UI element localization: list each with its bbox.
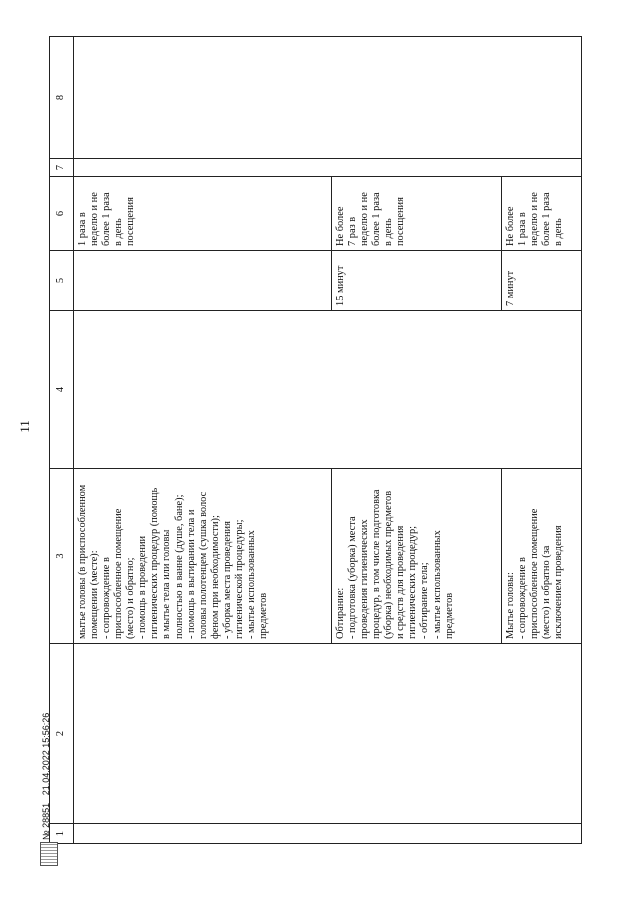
text-line: гигиенической процедуры; [233, 519, 245, 639]
text-line: приспособленное помещение [113, 508, 125, 639]
table-header-row [50, 37, 74, 844]
text-line: проведения гигиенических [359, 519, 371, 639]
text-line: процедур, в том числе подготовка [371, 489, 383, 639]
text-line: более 1 раза [371, 192, 383, 246]
text-line: Не более [505, 206, 516, 246]
text-line: в день [553, 218, 565, 246]
cell-standard [74, 311, 582, 469]
text-line: полностью в ванне (душе, бане); [173, 494, 185, 639]
text-line: - мытье использованных [245, 530, 257, 639]
text-line: - сопровождение в [101, 557, 113, 639]
text-line: посещения [395, 197, 407, 246]
column-header-2: 2 [50, 644, 74, 824]
cell-frequency [332, 177, 502, 251]
text-line: неделю и не [89, 192, 101, 246]
text-line: - уборка места проведения [221, 521, 233, 639]
table-row [74, 37, 332, 844]
text-line: гигиенических процедур (помощь [149, 487, 161, 639]
text-line: (место) и обратно (за [541, 545, 553, 639]
cell-col8 [74, 37, 582, 159]
text-line: исключением проведения [553, 525, 565, 639]
page-number: 11 [16, 420, 32, 433]
document-registration-line [41, 713, 51, 840]
document-timestamp: 21.04.2022 15:56:26 [41, 712, 51, 796]
cell-frequency [74, 177, 332, 251]
text-line: и средств для проведения [395, 525, 407, 639]
text-line: приспособленное помещение [529, 508, 541, 639]
text-line: - обтирание тела; [419, 562, 431, 639]
cell-col7 [74, 159, 582, 177]
cell-duration [74, 251, 332, 311]
column-header-8: 8 [50, 37, 74, 159]
cell-duration: 15 минут [332, 251, 502, 311]
registry-stamp-icon [40, 842, 58, 866]
text-line: помещении (месте): [89, 550, 101, 639]
cell-service-content [502, 469, 582, 644]
cell-duration: 7 минут [502, 251, 582, 311]
cell-frequency [502, 177, 582, 251]
services-table-container [49, 37, 582, 844]
column-header-7: 7 [50, 159, 74, 177]
text-line: предметов [257, 592, 269, 639]
text-line: (место) и обратно; [125, 557, 137, 639]
column-header-4: 4 [50, 311, 74, 469]
text-line: гигиенических процедур; [407, 525, 419, 639]
column-header-6: 6 [50, 177, 74, 251]
text-line: головы полотенцем (сушка волос [197, 491, 209, 639]
text-line: в день [383, 218, 395, 246]
text-line: - помощь в вытирании тела и [185, 509, 197, 639]
text-line: феном при необходимости); [209, 515, 221, 639]
cell-number [74, 824, 582, 844]
text-line: неделю и не [529, 192, 541, 246]
text-line: посещения [125, 197, 137, 246]
text-line: в мытье тела или головы [161, 529, 173, 639]
text-line: Обтирание: [335, 587, 346, 639]
text-line: более 1 раза [101, 192, 113, 246]
text-line: предметов [443, 592, 455, 639]
text-line: в день [113, 218, 125, 246]
text-line: Мытье головы: [505, 572, 516, 639]
text-line: более 1 раза [541, 192, 553, 246]
text-line: Не более [335, 206, 346, 246]
text-line: - сопровождение в [517, 557, 529, 639]
rotated-table-area [49, 37, 582, 844]
services-table [49, 36, 582, 844]
text-line: 1 раза в [517, 212, 529, 246]
text-line: - мытье использованных [431, 530, 443, 639]
cell-service-name [74, 644, 582, 824]
column-header-3: 3 [50, 469, 74, 644]
text-line: 7 раз в [347, 216, 359, 246]
cell-service-content [332, 469, 502, 644]
text-line: мытье головы (в приспособленном [77, 484, 88, 639]
text-line: - помощь в проведении [137, 535, 149, 639]
column-header-1: 1 [50, 824, 74, 844]
text-line: (уборка) необходимых предметов [383, 490, 395, 639]
document-number: № 28851 [41, 802, 51, 840]
cell-service-content [74, 469, 332, 644]
text-line: 1 раза в [77, 212, 88, 246]
column-header-5: 5 [50, 251, 74, 311]
text-line: - подготовка (уборка) места [347, 516, 359, 639]
text-line: неделю и не [359, 192, 371, 246]
